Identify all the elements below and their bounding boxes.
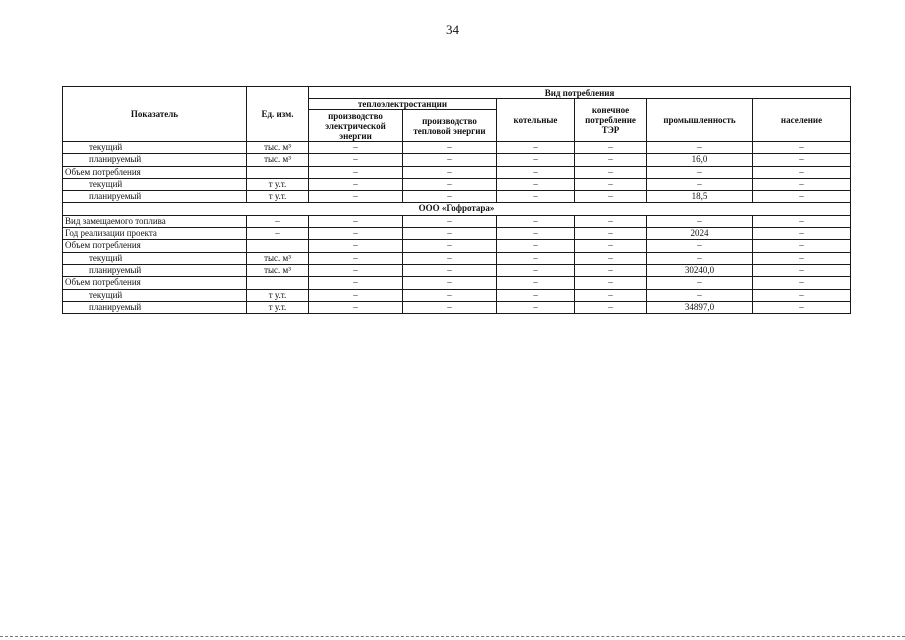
value-cell: – [575,191,647,203]
header-indicator: Показатель [63,87,247,142]
row-label: Вид замещаемого топлива [63,215,247,227]
row-unit: – [247,215,309,227]
value-cell: – [753,301,851,313]
value-cell: – [575,178,647,190]
value-cell: – [753,228,851,240]
scan-edge-line [0,636,905,637]
consumption-table [62,86,851,314]
value-cell: 18,5 [647,191,753,203]
value-cell: – [403,142,497,154]
value-cell: – [309,264,403,276]
company-row [63,203,851,215]
table-row [63,166,851,178]
table-row [63,154,851,166]
table-row [63,289,851,301]
value-cell: – [575,301,647,313]
value-cell: – [309,240,403,252]
value-cell: – [575,240,647,252]
value-cell: – [647,142,753,154]
value-cell: – [497,142,575,154]
value-cell: – [309,215,403,227]
value-cell: – [497,166,575,178]
row-unit: т у.т. [247,301,309,313]
value-cell: – [575,289,647,301]
value-cell: – [403,178,497,190]
value-cell: – [753,277,851,289]
value-cell: – [309,277,403,289]
row-unit [247,240,309,252]
value-cell: – [575,142,647,154]
value-cell: – [575,228,647,240]
row-label: Объем потребления [63,166,247,178]
value-cell: 34897,0 [647,301,753,313]
table-row [63,215,851,227]
value-cell: – [497,289,575,301]
value-cell: – [497,154,575,166]
value-cell: – [647,240,753,252]
row-label: текущий [63,289,247,301]
row-unit: т у.т. [247,289,309,301]
table-row [63,142,851,154]
value-cell: – [309,301,403,313]
value-cell: – [403,289,497,301]
table-body [63,142,851,314]
value-cell: – [753,142,851,154]
row-unit: тыс. м³ [247,264,309,276]
value-cell: – [647,166,753,178]
header-consumption-type: Вид потребления [309,87,851,99]
value-cell: – [753,215,851,227]
value-cell: – [403,215,497,227]
header-electric: производство электрической энергии [309,110,403,142]
value-cell: – [497,178,575,190]
row-label: Объем потребления [63,277,247,289]
value-cell: – [309,178,403,190]
row-label: Объем потребления [63,240,247,252]
value-cell: – [403,191,497,203]
value-cell: – [575,215,647,227]
value-cell: – [753,166,851,178]
row-unit: тыс. м³ [247,252,309,264]
value-cell: – [309,289,403,301]
value-cell: – [497,191,575,203]
value-cell: – [575,264,647,276]
value-cell: – [403,154,497,166]
row-unit: т у.т. [247,178,309,190]
table-row [63,178,851,190]
header-population: население [753,99,851,142]
value-cell: – [753,264,851,276]
value-cell: – [575,166,647,178]
value-cell: – [403,301,497,313]
value-cell: – [753,289,851,301]
value-cell: 30240,0 [647,264,753,276]
value-cell: – [403,252,497,264]
row-label: Год реализации проекта [63,228,247,240]
value-cell: – [575,252,647,264]
table-row [63,191,851,203]
value-cell: – [309,166,403,178]
row-label: планируемый [63,191,247,203]
value-cell: – [647,178,753,190]
header-industry: промышленность [647,99,753,142]
row-unit: тыс. м³ [247,142,309,154]
value-cell: – [497,277,575,289]
row-label: текущий [63,252,247,264]
table-row [63,240,851,252]
value-cell: – [309,228,403,240]
row-unit: тыс. м³ [247,154,309,166]
row-label: текущий [63,142,247,154]
table-row [63,301,851,313]
value-cell: – [497,252,575,264]
value-cell: – [497,215,575,227]
value-cell: – [309,252,403,264]
value-cell: – [403,228,497,240]
value-cell: – [497,240,575,252]
table-row [63,252,851,264]
value-cell: – [309,154,403,166]
header-thermal: производство тепловой энергии [403,110,497,142]
row-unit: т у.т. [247,191,309,203]
value-cell: – [403,166,497,178]
page-number: 34 [446,22,459,37]
table-row [63,228,851,240]
value-cell: – [753,252,851,264]
value-cell: 16,0 [647,154,753,166]
value-cell: – [575,277,647,289]
row-unit: – [247,228,309,240]
value-cell: – [753,178,851,190]
value-cell: – [647,289,753,301]
value-cell: – [497,301,575,313]
row-label: планируемый [63,301,247,313]
value-cell: – [575,154,647,166]
value-cell: – [403,264,497,276]
header-chp-group: теплоэлектростанции [309,99,497,110]
row-label: текущий [63,178,247,190]
value-cell: – [647,277,753,289]
header-final-consumption: конечное потребление ТЭР [575,99,647,142]
table-row [63,277,851,289]
value-cell: – [497,264,575,276]
value-cell: – [753,191,851,203]
row-unit [247,277,309,289]
row-unit [247,166,309,178]
value-cell: – [497,228,575,240]
company-name: ООО «Гофротара» [63,203,851,215]
value-cell: – [753,240,851,252]
value-cell: – [403,277,497,289]
value-cell: – [647,252,753,264]
header-boilers: котельные [497,99,575,142]
row-label: планируемый [63,154,247,166]
table-row [63,264,851,276]
value-cell: – [309,191,403,203]
row-label: планируемый [63,264,247,276]
value-cell: – [309,142,403,154]
value-cell: – [403,240,497,252]
header-unit: Ед. изм. [247,87,309,142]
value-cell: – [753,154,851,166]
value-cell: – [647,215,753,227]
value-cell: 2024 [647,228,753,240]
